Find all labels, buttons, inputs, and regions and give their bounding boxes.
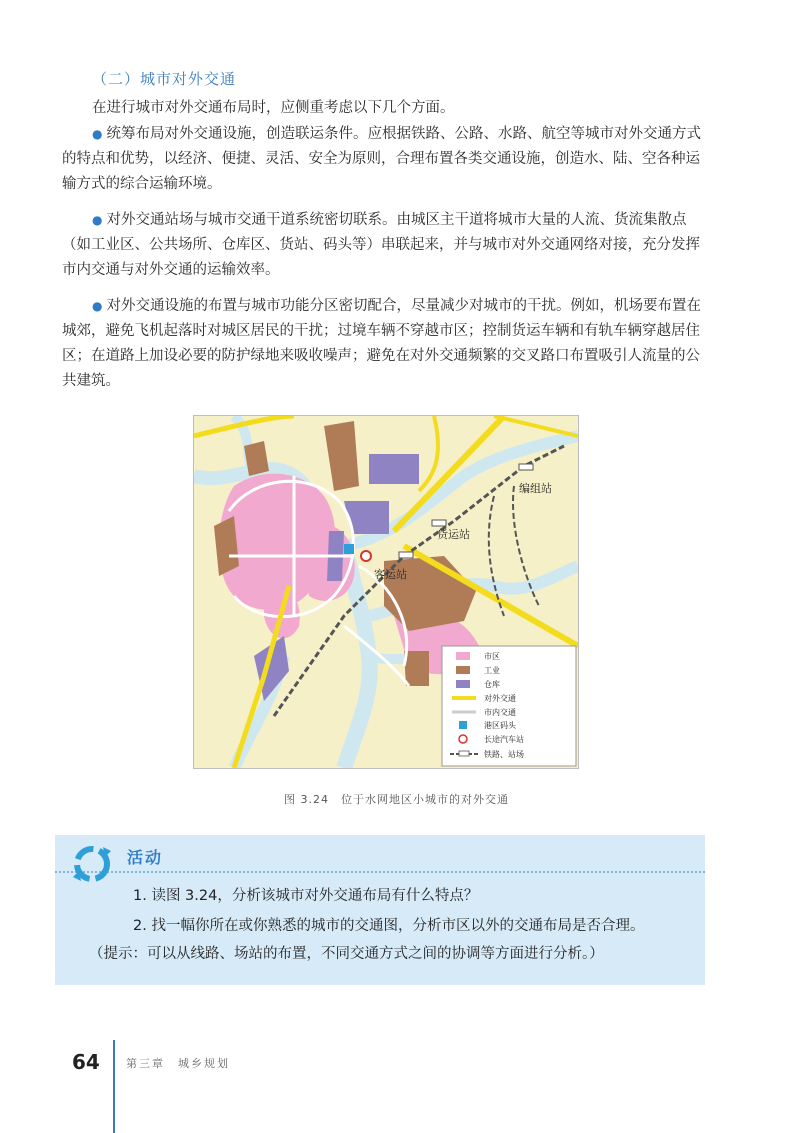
bullet-dot-icon: ●	[92, 213, 103, 227]
legend-label: 长途汽车站	[484, 735, 524, 744]
legend-label: 对外交通	[484, 694, 516, 703]
legend-swatch-warehouse	[456, 680, 470, 688]
legend-label: 铁路、站场	[484, 750, 524, 759]
marshalling-station	[519, 464, 533, 470]
map-legend	[442, 646, 576, 766]
activity-question-1: 1. 读图 3.24，分析该城市对外交通布局有什么特点？	[133, 888, 479, 904]
bullet-text: 对外交通设施的布置与城市功能分区密切配合，尽量减少对城市的干扰。例如，机场要布置在城郊，避免飞机起落时对城区居民的干扰；过境车辆不穿越市区；控制货运车辆和有轨车辆穿越居住区；在道路上加设必要的防护绿地来吸收噪声；避免在对外交通频繁的交叉路口布置吸引人流量的公共建筑。	[62, 298, 701, 389]
activity-question-2: 2. 找一幅你所在或你熟悉的城市的交通图，分析市区以外的交通布局是否合理。	[133, 918, 645, 934]
bullet-paragraph	[62, 122, 712, 197]
bullet-text: 对外交通站场与城市交通干道系统密切联系。由城区主干道将城市大量的人流、货流集散点（如工业区、公共场所、仓库区、货站、码头等）串联起来，并与城市对外交通网络对接，充分发挥市内交通与对外交通的运输效率。	[62, 212, 700, 278]
legend-label: 仓库	[484, 680, 500, 689]
legend-label: 市内交通	[484, 708, 516, 717]
legend-swatch-bus	[459, 735, 467, 743]
port-icon	[344, 544, 354, 554]
legend-swatch-port	[459, 721, 467, 729]
bullet-paragraph	[62, 294, 712, 394]
section-title: （二）城市对外交通	[92, 70, 237, 88]
legend-label: 市区	[484, 652, 500, 661]
figure-caption: 图 3.24 位于水网地区小城市的对外交通	[284, 793, 509, 806]
intro-paragraph: 在进行城市对外交通布局时，应侧重考虑以下几个方面。	[92, 100, 455, 116]
bullet-dot-icon: ●	[92, 127, 103, 141]
warehouse-zone	[369, 454, 419, 484]
legend-label: 港区码头	[484, 721, 516, 730]
chapter-title: 第三章 城乡规划	[126, 1057, 230, 1070]
footer-divider	[113, 1040, 115, 1133]
activity-title: 活动	[127, 848, 164, 867]
bullet-dot-icon: ●	[92, 299, 103, 313]
map-label-passenger: 客运站	[374, 568, 407, 581]
transport-map-figure	[193, 415, 579, 769]
activity-box	[55, 835, 705, 985]
legend-swatch-industry	[456, 666, 470, 674]
map-label-marshalling: 编组站	[519, 482, 552, 495]
activity-hint: （提示：可以从线路、场站的布置，不同交通方式之间的协调等方面进行分析。）	[89, 946, 604, 962]
dotted-divider	[55, 871, 705, 873]
bus-station-icon	[361, 551, 371, 561]
bullet-text: 统筹布局对外交通设施，创造联运条件。应根据铁路、公路、水路、航空等城市对外交通方式的特点和优势，以经济、便捷、灵活、安全为原则，合理布置各类交通设施，创造水、陆、空各种运输方式的综合运输环境。	[62, 126, 701, 192]
legend-swatch-city	[456, 652, 470, 660]
bullet-paragraph	[62, 208, 712, 283]
freight-station	[432, 520, 446, 526]
page-number: 64	[72, 1050, 100, 1074]
legend-label: 工业	[484, 666, 500, 675]
map-label-freight: 货运站	[437, 528, 470, 541]
cycle-arrows-icon	[69, 841, 115, 887]
passenger-station	[399, 552, 413, 558]
industry-zone	[404, 651, 429, 686]
